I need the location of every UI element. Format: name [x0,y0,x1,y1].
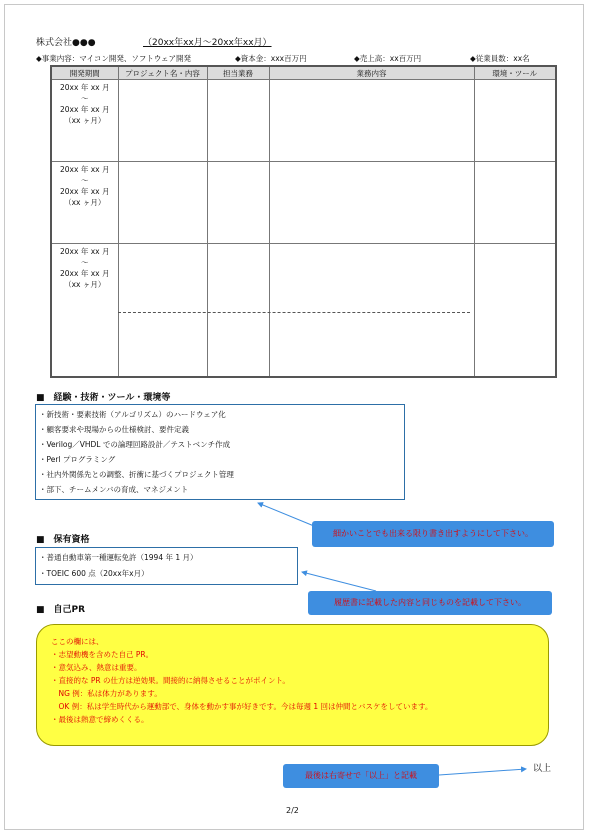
page-number: 2/2 [286,806,299,815]
period-start: 20xx 年 xx 月 [60,247,110,256]
period-end: 20xx 年 xx 月 [60,187,110,196]
period-end: 20xx 年 xx 月 [60,269,110,278]
period-tilde: ～ [81,94,89,103]
list-item: ・普通自動車第一種運転免許（1994 年 1 月） [39,553,198,562]
period-duration: （xx ヶ月） [64,116,106,125]
pr-line: ・最後は熱意で締めくくる。 [51,715,149,724]
header-duties: 業務内容 [269,66,474,80]
pr-line: NG 例：私は体力があります。 [51,689,162,698]
end-mark: 以上 [533,764,552,774]
period-tilde: ～ [81,176,89,185]
list-item: ・Perl プログラミング [39,455,116,464]
list-item: ・顧客要求や現場からの仕様検討、要件定義 [39,425,189,434]
pr-line: ここの欄には、 [51,637,104,646]
period-end: 20xx 年 xx 月 [60,105,110,114]
list-item: ・Verilog／VHDL での論理回路設計／テストベンチ作成 [39,440,231,449]
pr-heading: ■ 自己PR [36,605,86,615]
pr-line: ・志望動機を含めた自己 PR。 [51,650,154,659]
skills-arrow [258,503,314,526]
capital: ◆資本金：xxx百万円 [235,54,307,63]
company-name: 株式会社●●● [36,38,96,48]
sales: ◆売上高：xx百万円 [354,54,422,63]
pr-line: ・意気込み、熱意は重要。 [51,663,142,672]
list-item: ・部下、チームメンバの育成、マネジメント [39,485,189,494]
pr-line: ・直接的な PR の仕方は逆効果。間接的に納得させることがポイント。 [51,676,290,685]
qualifications-arrow [302,572,376,591]
period-duration: （xx ヶ月） [64,198,106,207]
business-content: ◆事業内容：マイコン開発、ソフトウェア開発 [36,54,192,63]
header-role: 担当業務 [207,66,269,80]
period-start: 20xx 年 xx 月 [60,165,110,174]
employees: ◆従業員数：xx名 [470,54,530,63]
qualifications-heading: ■ 保有資格 [36,535,90,545]
header-environment: 環境・ツール [474,66,556,80]
list-item: ・TOEIC 600 点（20xx年x月） [39,569,149,578]
end-mark-arrow [439,769,526,775]
end-mark-callout: 最後は右寄せで「以上」と記載 [283,764,439,788]
skills-heading: ■ 経験・技術・ツール・環境等 [36,393,171,403]
list-item: ・社内外関係先との調整、折衝に基づくプロジェクト管理 [39,470,234,479]
header-period: 開発期間 [51,66,118,80]
employment-period: （20xx年xx月～20xx年xx月） [143,38,272,48]
skills-callout: 細かいことでも出来る限り書き出すようにして下さい。 [312,521,554,547]
period-tilde: ～ [81,258,89,267]
period-start: 20xx 年 xx 月 [60,83,110,92]
period-duration: （xx ヶ月） [64,280,106,289]
list-item: ・新技術・要素技術（アルゴリズム）のハードウェア化 [39,410,226,419]
header-project: プロジェクト名・内容 [118,66,207,80]
qualifications-callout: 履歴書に記載した内容と同じものを記載して下さい。 [308,591,552,615]
pr-line: OK 例：私は学生時代から運動部で、身体を動かす事が好きです。今は毎週 1 回は仲間とバスケをしています。 [51,702,433,711]
